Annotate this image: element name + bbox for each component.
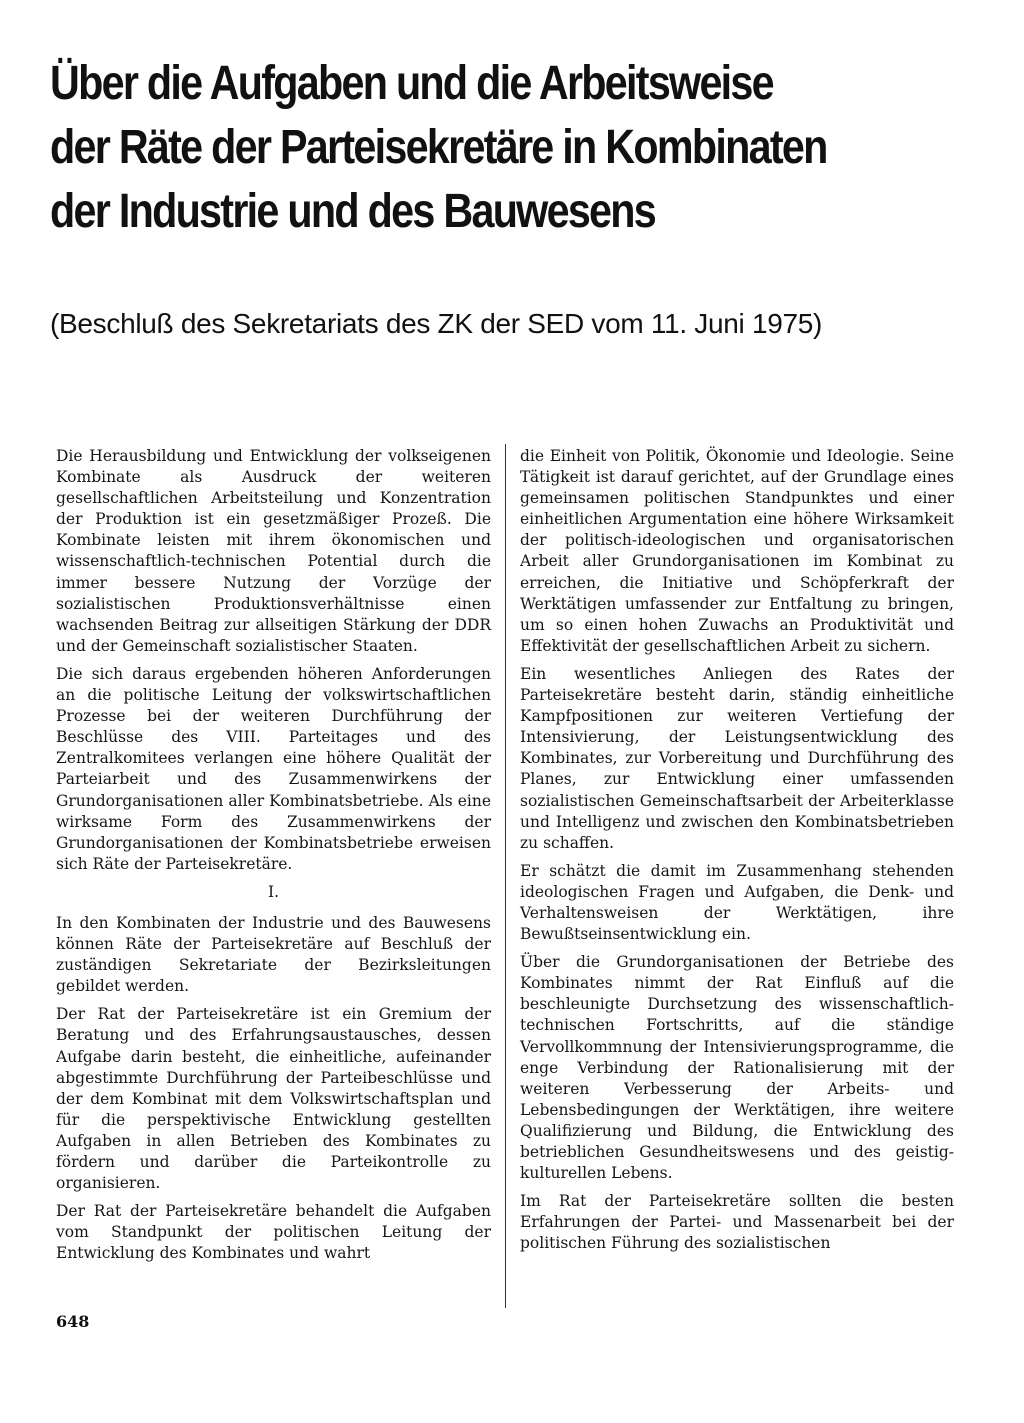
left-paragraph-1: Die Herausbildung und Entwicklung der volkseigenen Kombinate als Ausdruck der weiteren gesellschaftlichen Arbeitsteilung und Konzentration der Produktion ist ein gesetzmäßiger Prozeß. Die Kombinate leisten mit ihrem ökonomischen und wissenschaftlich-technischen Potential durch die immer bessere Nutzung der Vorzüge der sozialistischen Produktionsverhältnisse einen wachsenden Beitrag zur allseitigen Stärkung der DDR und der Gemeinschaft sozialistischer Staaten.: [56, 447, 491, 655]
right-paragraph-1: die Einheit von Politik, Ökonomie und Ideologie. Seine Tätigkeit ist darauf gerichtet, auf der Grundlage eines gemeinsamen politischen Standpunktes und einer einheitlichen Argumentation eine höhere Wirksamkeit der politisch-ideologischen und organisatorischen Arbeit aller Grundorganisationen im Kombinat zu erreichen, die Initiative und Schöpferkraft der Werktätigen umfassender zur Entfaltung zu bringen, um so einen hohen Zuwachs an Produktivität und Effektivität der gesellschaftlichen Arbeit zu sichern.: [520, 447, 954, 655]
right-paragraph-4: Über die Grundorganisationen der Betriebe des Kombinates nimmt der Rat Einfluß auf die beschleunigte Durchsetzung des wissenschaftlich-technischen Fortschritts, auf die ständige Vervollkommnung der Intensivierungsprogramme, die enge Verbindung der Rationalisierung mit der weiteren Verbesserung der Arbeits- und Lebensbedingungen der Werktätigen, ihre weitere Qualifizierung und Bildung, die Entwicklung des betrieblichen Gesundheitswesens und des geistig-kulturellen Lebens.: [520, 953, 954, 1183]
left-column: [56, 446, 491, 1271]
left-paragraph-4: Der Rat der Parteisekretäre ist ein Gremium der Beratung und des Erfahrungsaustausches, dessen Aufgabe darin besteht, die einheitliche, aufeinander abgestimmte Durchführung der Parteibeschlüsse und der dem Kombinat mit dem Volkswirtschaftsplan und für die perspektivische Entwicklung gestellten Aufgaben in allen Betrieben des Kombinates zu fördern und darüber die Parteikontrolle zu organisieren.: [56, 1005, 491, 1193]
right-paragraph-5: Im Rat der Parteisekretäre sollten die besten Erfahrungen der Partei- und Massenarbeit bei der politischen Führung des sozialistischen: [520, 1192, 954, 1253]
left-paragraph-3: In den Kombinaten der Industrie und des Bauwesens können Räte der Parteisekretäre auf Beschluß der zuständigen Sekretariate der Bezirksleitungen gebildet werden.: [56, 913, 491, 996]
section-heading-i: I.: [267, 882, 280, 901]
title-line-3: der Industrie und des Bauwesens: [50, 185, 656, 238]
left-paragraph-2: Die sich daraus ergebenden höheren Anforderungen an die politische Leitung der volkswirtschaftlichen Prozesse bei der weiteren Durchführung der Beschlüsse des VIII. Parteitages und des Zentralkomitees verlangen eine höhere Qualität der Parteiarbeit und des Zusammenwirkens der Grundorganisationen aller Kombinatsbetriebe. Als eine wirksame Form des Zusammenwirkens der Grundorganisationen der Kombinatsbetriebe erweisen sich Räte der Parteisekretäre.: [56, 664, 491, 873]
column-divider: [505, 444, 506, 1308]
title-line-1: Über die Aufgaben und die Arbeitsweise: [50, 57, 773, 110]
page-number: 648: [56, 1312, 90, 1331]
left-paragraph-5: Der Rat der Parteisekretäre behandelt die Aufgaben vom Standpunkt der politischen Leitung der Entwicklung des Kombinates und wahrt: [56, 1202, 491, 1263]
right-column: [520, 446, 954, 1261]
document-title: [50, 52, 827, 244]
title-line-2: der Räte der Parteisekretäre in Kombinaten: [50, 121, 827, 174]
right-paragraph-2: Ein wesentliches Anliegen des Rates der Parteisekretäre besteht darin, ständig einheitliche Kampfpositionen zur weiteren Vertiefung der Intensivierung, der Leistungsentwicklung des Kombinates, zur Vorbereitung und Durchführung des Planes, zur Entwicklung einer umfassenden sozialistischen Gemeinschaftsarbeit der Arbeiterklasse und Intelligenz und zwischen den Kombinatsbetrieben zu schaffen.: [520, 664, 954, 852]
resolution-subtitle: (Beschluß des Sekretariats des ZK der SED vom 11. Juni 1975): [50, 308, 823, 339]
right-paragraph-3: Er schätzt die damit im Zusammenhang stehenden ideologischen Fragen und Aufgaben, die Denk- und Verhaltensweisen der Werktätigen, ihre Bewußtseinsentwicklung ein.: [520, 861, 954, 944]
